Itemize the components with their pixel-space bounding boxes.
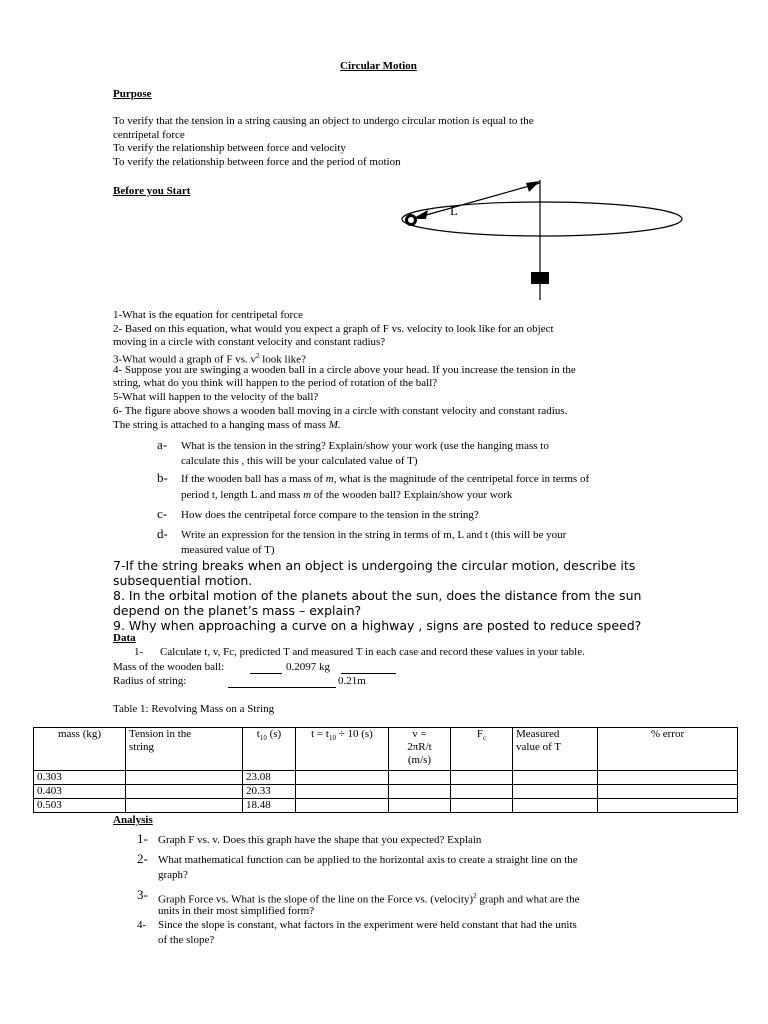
purpose-heading: Purpose (113, 88, 152, 100)
radius-value: 0.21m (338, 675, 366, 687)
col-velocity: v = 2πR/t (m/s) (389, 728, 451, 771)
cell-t10: 20.33 (243, 785, 296, 799)
analysis-item-3-cont: units in their most simplified form? (158, 905, 315, 917)
analysis-num: 2- (137, 851, 148, 866)
cell-empty[interactable] (598, 771, 738, 785)
subq-d: Write an expression for the tension in the string in terms of m, L and t (this will be your (181, 529, 567, 541)
purpose-line: To verify that the tension in a string causing an object to undergo circular motion is equal to the (113, 115, 534, 127)
wooden-ball-icon (407, 216, 416, 225)
cell-empty[interactable] (513, 799, 598, 813)
cell-mass: 0.303 (34, 771, 126, 785)
table-row (34, 799, 738, 813)
cell-t10: 18.48 (243, 799, 296, 813)
cell-t10: 23.08 (243, 771, 296, 785)
analysis-num: 1- (137, 831, 148, 846)
hanging-mass-icon (531, 272, 549, 284)
analysis-item-4-cont: of the slope? (158, 934, 215, 946)
cell-empty[interactable] (126, 799, 243, 813)
blank-underline (250, 673, 282, 674)
question-9: 9. Why when approaching a curve on a highway , signs are posted to reduce speed? (113, 618, 642, 633)
cell-empty[interactable] (126, 771, 243, 785)
cell-empty[interactable] (389, 785, 451, 799)
question-4-cont: string, what do you think will happen to the period of rotation of the ball? (113, 377, 438, 389)
page-title: Circular Motion (340, 60, 417, 72)
col-mass: mass (kg) (34, 728, 126, 771)
table-caption: Table 1: Revolving Mass on a String (113, 703, 275, 715)
analysis-num: 4- (137, 919, 147, 931)
col-tension: Tension in the string (126, 728, 243, 771)
orbit-ellipse (402, 202, 682, 236)
cell-mass: 0.503 (34, 799, 126, 813)
subq-a: What is the tension in the string? Explain/show your work (use the hanging mass to (181, 440, 549, 452)
cell-empty[interactable] (451, 785, 513, 799)
subq-a-cont: calculate this , this will be your calculated value of T) (181, 455, 418, 467)
subq-letter: b- (157, 470, 168, 485)
col-measured: Measured value of T (513, 728, 598, 771)
col-period: $t = t_{10} \div 10$ (s) (296, 728, 389, 771)
question-4: 4- Suppose you are swinging a wooden ball in a circle above your head. If you increase the tension in the (113, 364, 576, 376)
cell-empty[interactable] (126, 785, 243, 799)
cell-empty[interactable] (598, 785, 738, 799)
cell-mass: 0.403 (34, 785, 126, 799)
subq-letter: d- (157, 526, 168, 541)
data-heading: Data (113, 632, 136, 644)
data-step-num: 1- (134, 646, 144, 658)
purpose-line: centripetal force (113, 129, 185, 141)
cell-empty[interactable] (296, 799, 389, 813)
analysis-num: 3- (137, 887, 148, 902)
col-fc: $F_c$ (451, 728, 513, 771)
data-table (33, 727, 738, 813)
purpose-line: To verify the relationship between force and velocity (113, 142, 346, 154)
cell-empty[interactable] (451, 799, 513, 813)
question-6-cont: The string is attached to a hanging mass of mass M. (113, 419, 341, 431)
question-2: 2- Based on this equation, what would you expect a graph of F vs. velocity to look like for an object (113, 323, 554, 335)
analysis-item-2-cont: graph? (158, 869, 188, 881)
question-3: 3-What would a graph of F vs. $v^2$ look like? (113, 352, 306, 366)
col-error: % error (598, 728, 738, 771)
length-label: L (450, 203, 458, 218)
cell-empty[interactable] (451, 771, 513, 785)
question-7: 7-If the string breaks when an object is undergoing the circular motion, describe its (113, 558, 636, 573)
before-heading: Before you Start (113, 185, 191, 197)
data-step-text: Calculate t, v, Fc, predicted T and measured T in each case and record these values in your table. (160, 646, 585, 658)
cell-empty[interactable] (389, 799, 451, 813)
analysis-item-2: What mathematical function can be applied to the horizontal axis to create a straight line on the (158, 854, 578, 866)
cell-empty[interactable] (296, 771, 389, 785)
radius-label: Radius of string: (113, 675, 187, 687)
question-6: 6- The figure above shows a wooden ball moving in a circle with constant velocity and constant radius. (113, 405, 568, 417)
question-8: 8. In the orbital motion of the planets about the sun, does the distance from the sun (113, 588, 642, 603)
subq-b: If the wooden ball has a mass of m, what is the magnitude of the centripetal force in terms of (181, 473, 590, 485)
mass-label: Mass of the wooden ball: (113, 661, 225, 673)
cell-empty[interactable] (296, 785, 389, 799)
cell-empty[interactable] (389, 771, 451, 785)
question-2-cont: moving in a circle with constant velocity and constant radius? (113, 336, 386, 348)
col-t10: $t_{10}$ (s) (243, 728, 296, 771)
table-row (34, 771, 738, 785)
question-8-cont: depend on the planet’s mass – explain? (113, 603, 362, 618)
cell-empty[interactable] (513, 785, 598, 799)
blank-underline (228, 687, 336, 688)
subq-letter: c- (157, 506, 168, 521)
question-5: 5-What will happen to the velocity of the ball? (113, 391, 319, 403)
table-header-row (34, 728, 738, 771)
subq-b-cont: period t, length L and mass m of the wooden ball? Explain/show your work (181, 489, 513, 501)
cell-empty[interactable] (598, 799, 738, 813)
question-7-cont: subsequential motion. (113, 573, 253, 588)
table-row (34, 785, 738, 799)
analysis-item-4: Since the slope is constant, what factors in the experiment were held constant that had the units (158, 919, 577, 931)
cell-empty[interactable] (513, 771, 598, 785)
analysis-item-1: Graph F vs. v. Does this graph have the shape that you expected? Explain (158, 834, 482, 846)
blank-underline (341, 673, 396, 674)
subq-c: How does the centripetal force compare to the tension in the string? (181, 509, 479, 521)
subq-letter: a- (157, 437, 168, 452)
string-length-line (412, 183, 540, 219)
purpose-line: To verify the relationship between force and the period of motion (113, 156, 401, 168)
mass-value: 0.2097 kg (286, 661, 330, 673)
subq-d-cont: measured value of T) (181, 544, 275, 556)
circular-motion-diagram (398, 175, 688, 300)
analysis-heading: Analysis (113, 814, 153, 826)
arrow-head-icon (526, 181, 540, 192)
question-1: 1-What is the equation for centripetal force (113, 309, 303, 321)
analysis-item-3: Graph Force vs. What is the slope of the line on the Force vs. (velocity)$^2$ graph and what are the (158, 892, 580, 906)
